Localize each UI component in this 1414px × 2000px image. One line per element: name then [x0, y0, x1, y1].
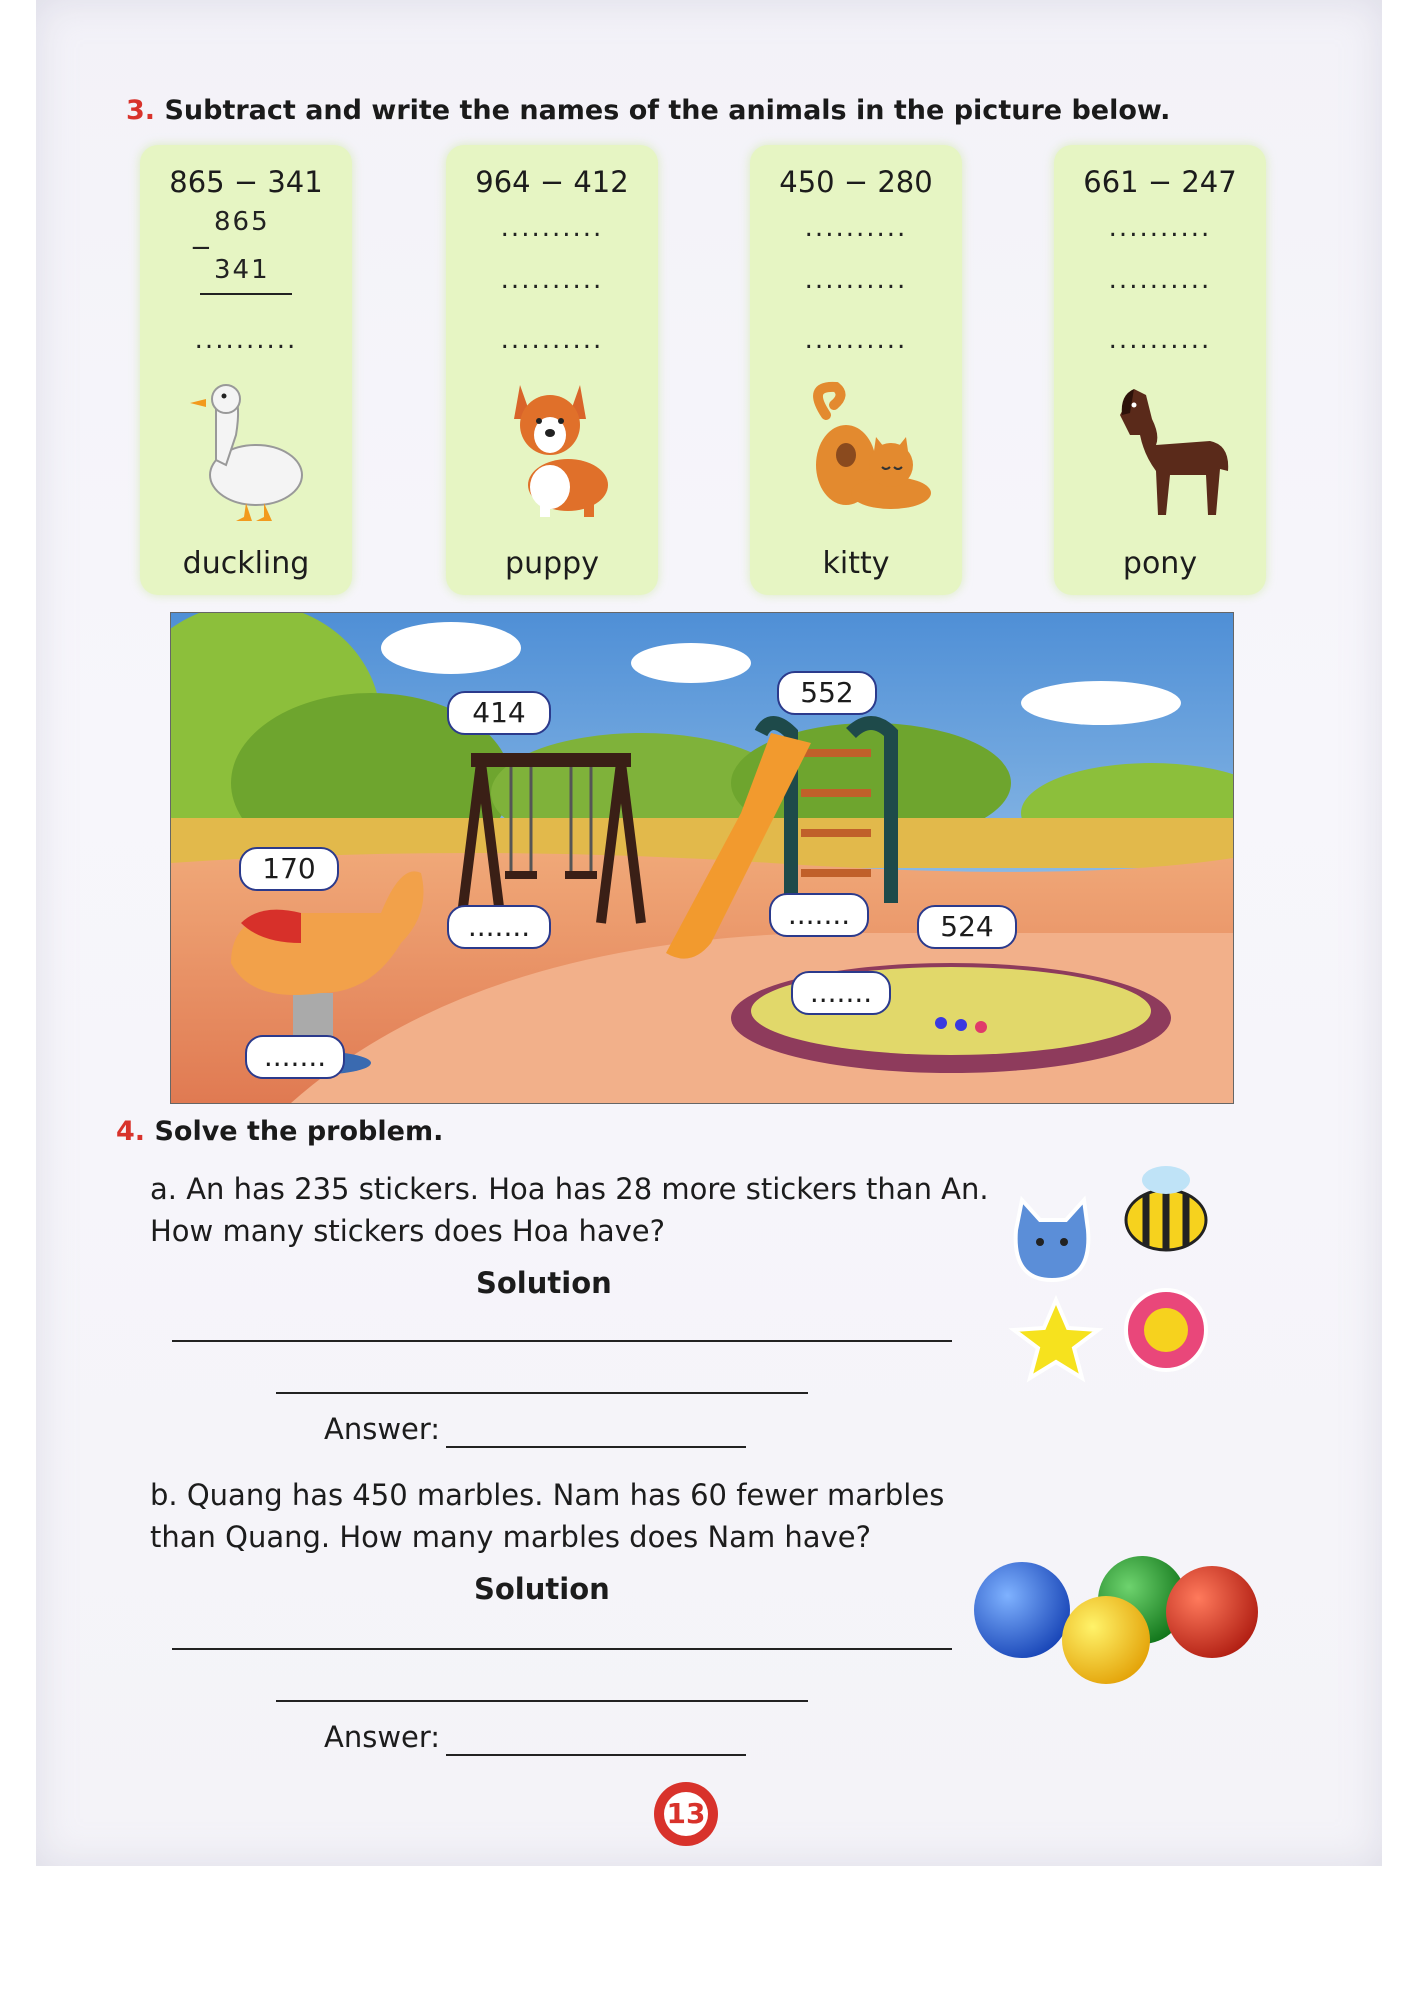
card-expression: 964 − 412 [475, 165, 629, 199]
kitty-icon [796, 375, 936, 525]
solution-a-line-2[interactable] [276, 1392, 808, 1394]
answer-blank[interactable]: .......... [194, 325, 298, 355]
card-expression: 661 − 247 [1083, 165, 1237, 199]
animal-name: duckling [182, 546, 310, 581]
animal-name: puppy [505, 546, 599, 581]
star-sticker-icon [1014, 1300, 1098, 1378]
exercise-4-heading [116, 1116, 443, 1147]
problem-b-line-2: than Quang. How many marbles does Nam have? [150, 1520, 871, 1554]
slide-name-blank[interactable]: ....... [769, 893, 869, 937]
red-marble-icon [1166, 1566, 1258, 1658]
horse-name-blank[interactable]: ....... [245, 1035, 345, 1079]
sandbox-number-tag: 524 [917, 905, 1017, 949]
answer-blank[interactable]: .......... [1108, 325, 1212, 355]
flower-sticker-icon [1126, 1290, 1206, 1370]
problem-a-line-2: How many stickers does Hoa have? [150, 1214, 666, 1248]
bee-icon [1126, 1166, 1206, 1250]
solution-b-label: Solution [474, 1572, 610, 1606]
answer-a-label: Answer: [324, 1412, 441, 1446]
solution-a-label: Solution [476, 1266, 612, 1300]
animal-name: pony [1122, 546, 1198, 581]
column-top-number: 865 [214, 207, 270, 237]
work-blank-2[interactable]: .......... [804, 265, 908, 295]
work-blank-1[interactable]: .......... [804, 213, 908, 243]
animal-name: kitty [822, 546, 890, 581]
workbook-page [36, 0, 1382, 1866]
work-blank-2[interactable]: .......... [1108, 265, 1212, 295]
page-number-badge [652, 1780, 720, 1848]
puppy-icon [492, 375, 622, 525]
swing-number-tag: 414 [447, 691, 551, 735]
sandbox-name-blank[interactable]: ....... [791, 971, 891, 1015]
horse-number-tag: 170 [239, 847, 339, 891]
exercise-4-title: Solve the problem. [154, 1116, 444, 1147]
exercise-3-number: 3. [126, 95, 156, 126]
column-rule [200, 293, 292, 295]
work-blank-1[interactable]: .......... [500, 213, 604, 243]
duckling-icon [186, 375, 306, 525]
answer-blank[interactable]: .......... [804, 325, 908, 355]
answer-b-line[interactable] [446, 1754, 746, 1756]
answer-blank[interactable]: .......... [500, 325, 604, 355]
answer-a-line[interactable] [446, 1446, 746, 1448]
swing-name-blank[interactable]: ....... [447, 905, 551, 949]
cat-sticker-icon [1016, 1200, 1089, 1280]
blue-marble-icon [974, 1562, 1070, 1658]
answer-b-label: Answer: [324, 1720, 441, 1754]
card-pony [1054, 145, 1266, 595]
exercise-3-heading [126, 95, 1170, 126]
page-number: 13 [666, 1797, 706, 1830]
exercise-4-number: 4. [116, 1116, 146, 1147]
card-expression: 865 − 341 [169, 165, 323, 199]
work-blank-2[interactable]: .......... [500, 265, 604, 295]
solution-b-line-1[interactable] [172, 1648, 952, 1650]
exercise-3-title: Subtract and write the names of the animals in the picture below. [164, 95, 1171, 126]
solution-b-line-2[interactable] [276, 1700, 808, 1702]
card-kitty [750, 145, 962, 595]
stickers-illustration [996, 1150, 1236, 1390]
slide-number-tag: 552 [777, 671, 877, 715]
playground-illustration [170, 612, 1234, 1104]
marbles-illustration [966, 1550, 1266, 1690]
minus-sign: − [190, 233, 214, 263]
solution-a-line-1[interactable] [172, 1340, 952, 1342]
problem-b-line-1: b. Quang has 450 marbles. Nam has 60 fewer marbles [150, 1478, 945, 1512]
card-puppy [446, 145, 658, 595]
card-expression: 450 − 280 [779, 165, 933, 199]
yellow-marble-icon [1062, 1596, 1150, 1684]
problem-a-line-1: a. An has 235 stickers. Hoa has 28 more stickers than An. [150, 1172, 989, 1206]
pony-icon [1100, 375, 1240, 525]
work-blank-1[interactable]: .......... [1108, 213, 1212, 243]
card-duckling [140, 145, 352, 595]
column-bottom-number: 341 [214, 255, 270, 285]
